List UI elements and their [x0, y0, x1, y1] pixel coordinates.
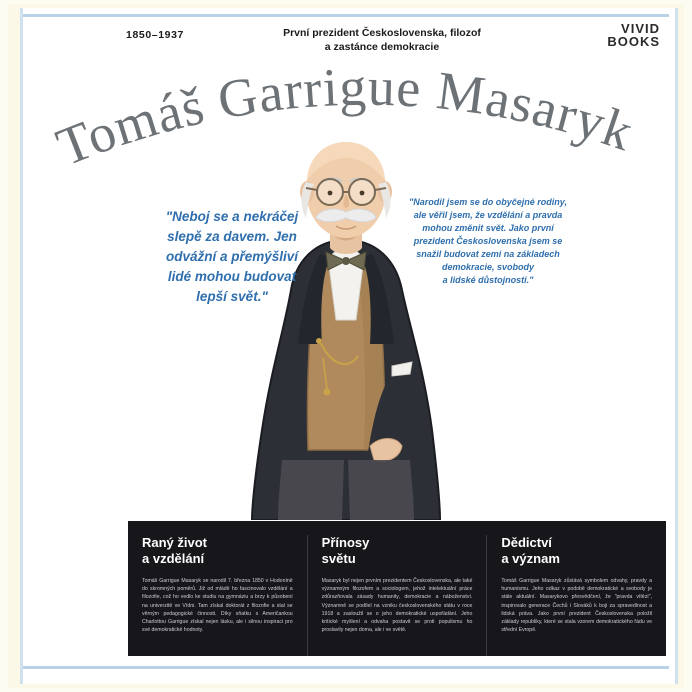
info-panel [128, 521, 666, 656]
panel-column-early-life [128, 535, 308, 656]
quote-right-line-3: prezident Československa jsem se [413, 236, 563, 246]
poster-header [26, 22, 666, 58]
quote-right-line-5: demokracie, svobody [441, 262, 535, 272]
quote-right-line-0: "Narodil jsem se do obyčejné rodiny, [409, 197, 567, 207]
panel-heading-legacy [501, 535, 652, 567]
quote-left-line-0: "Neboj se a nekráčej [165, 209, 299, 224]
panel-column-contributions [308, 535, 488, 656]
panel-heading-contributions-line2: světu [321, 551, 356, 566]
brand-logo [580, 22, 666, 48]
quote-left [152, 207, 312, 307]
brand-line-1: VIVID [621, 21, 660, 36]
subtitle-line-1: První prezident Československa, filozof [283, 27, 481, 39]
panel-heading-early-life [142, 535, 293, 567]
quote-right-line-6: a lidské důstojnosti." [442, 275, 534, 285]
panel-body-contributions: Masaryk byl nejen prvním prezidentem Československa, ale také významným filozofem a sociologem, jehož intelektuální práce zdůrazňovala zásady humanity, demokracie a náboženství. Významně se podílel na vzniku československého státu v roce 1918 a zasloužil se o jeho demokratické uspořádání. Jeho kritické myšlení a odvaha postavit se proti populismu ho proslavily nejen doma, ale i ve světě. [321, 578, 473, 634]
life-dates: 1850–1937 [126, 29, 184, 41]
quote-left-line-4: lepší svět." [196, 289, 268, 304]
title-text: Tomáš Garrigue Masaryk [48, 62, 641, 178]
panel-body-legacy: Tomáš Garrigue Masaryk zůstává symbolem odvahy, pravdy a humanismu. Jeho odkaz v podobě demokratické a svobody je stále aktuální. Masarykovo přesvědčení, že "pravda vítězí", inspirovalo generace Čechů i Slováků k boji za spravedlnost a lidská práva. Jako první prezident Československa položil základy republiky, které se stala vzorem demokratického řádu ve střední Evropě. [501, 578, 653, 634]
quote-right-line-4: snažil budovat zemi na základech [416, 249, 560, 259]
panel-column-legacy [487, 535, 666, 656]
panel-heading-contributions [322, 535, 473, 567]
brand-line-2: BOOKS [607, 34, 660, 49]
panel-heading-contributions-line1: Přínosy [321, 535, 370, 550]
poster-subtitle [232, 22, 532, 54]
bottom-divider-rule [23, 666, 669, 669]
panel-heading-legacy-line2: a význam [501, 551, 560, 566]
panel-heading-legacy-line1: Dědictví [501, 535, 552, 550]
portrait-svg [196, 130, 496, 520]
top-divider-rule [23, 14, 669, 17]
panel-heading-early-life-line1: Raný život [142, 535, 208, 550]
left-margin-strip [23, 17, 128, 666]
quote-left-line-1: slepě za davem. Jen [167, 229, 297, 244]
quote-left-line-3: lidé mohou budovat [167, 269, 297, 284]
panel-body-early-life: Tomáš Garrigue Masaryk se narodil 7. března 1850 v Hodoníně do skromných poměrů. Již od mládě ho fascinovalo vzdělání a filozofie, což ho vedlo ke studiu na gymnáziu a brzy k působení na univerzitě ve Vídni. Tam získal doktorát z filozofie a stal se věrným pedagogické činnosti. Díky sňatku s Američankou Charlottou Garrigue získal nejen lásku, ale i silnou inspiraci pro své demokratické hodnoty. [142, 578, 293, 634]
subtitle-line-2: a zastánce demokracie [324, 41, 440, 53]
masaryk-portrait-illustration [196, 130, 496, 520]
quote-left-line-2: odvážní a přemýšliví [165, 249, 299, 264]
panel-heading-early-life-line2: a vzdělání [142, 551, 205, 566]
quote-right [404, 196, 572, 287]
quote-right-line-2: mohou změnit svět. Jako první [422, 223, 554, 233]
quote-right-line-1: ale věřil jsem, že vzdělání a pravda [413, 210, 563, 220]
